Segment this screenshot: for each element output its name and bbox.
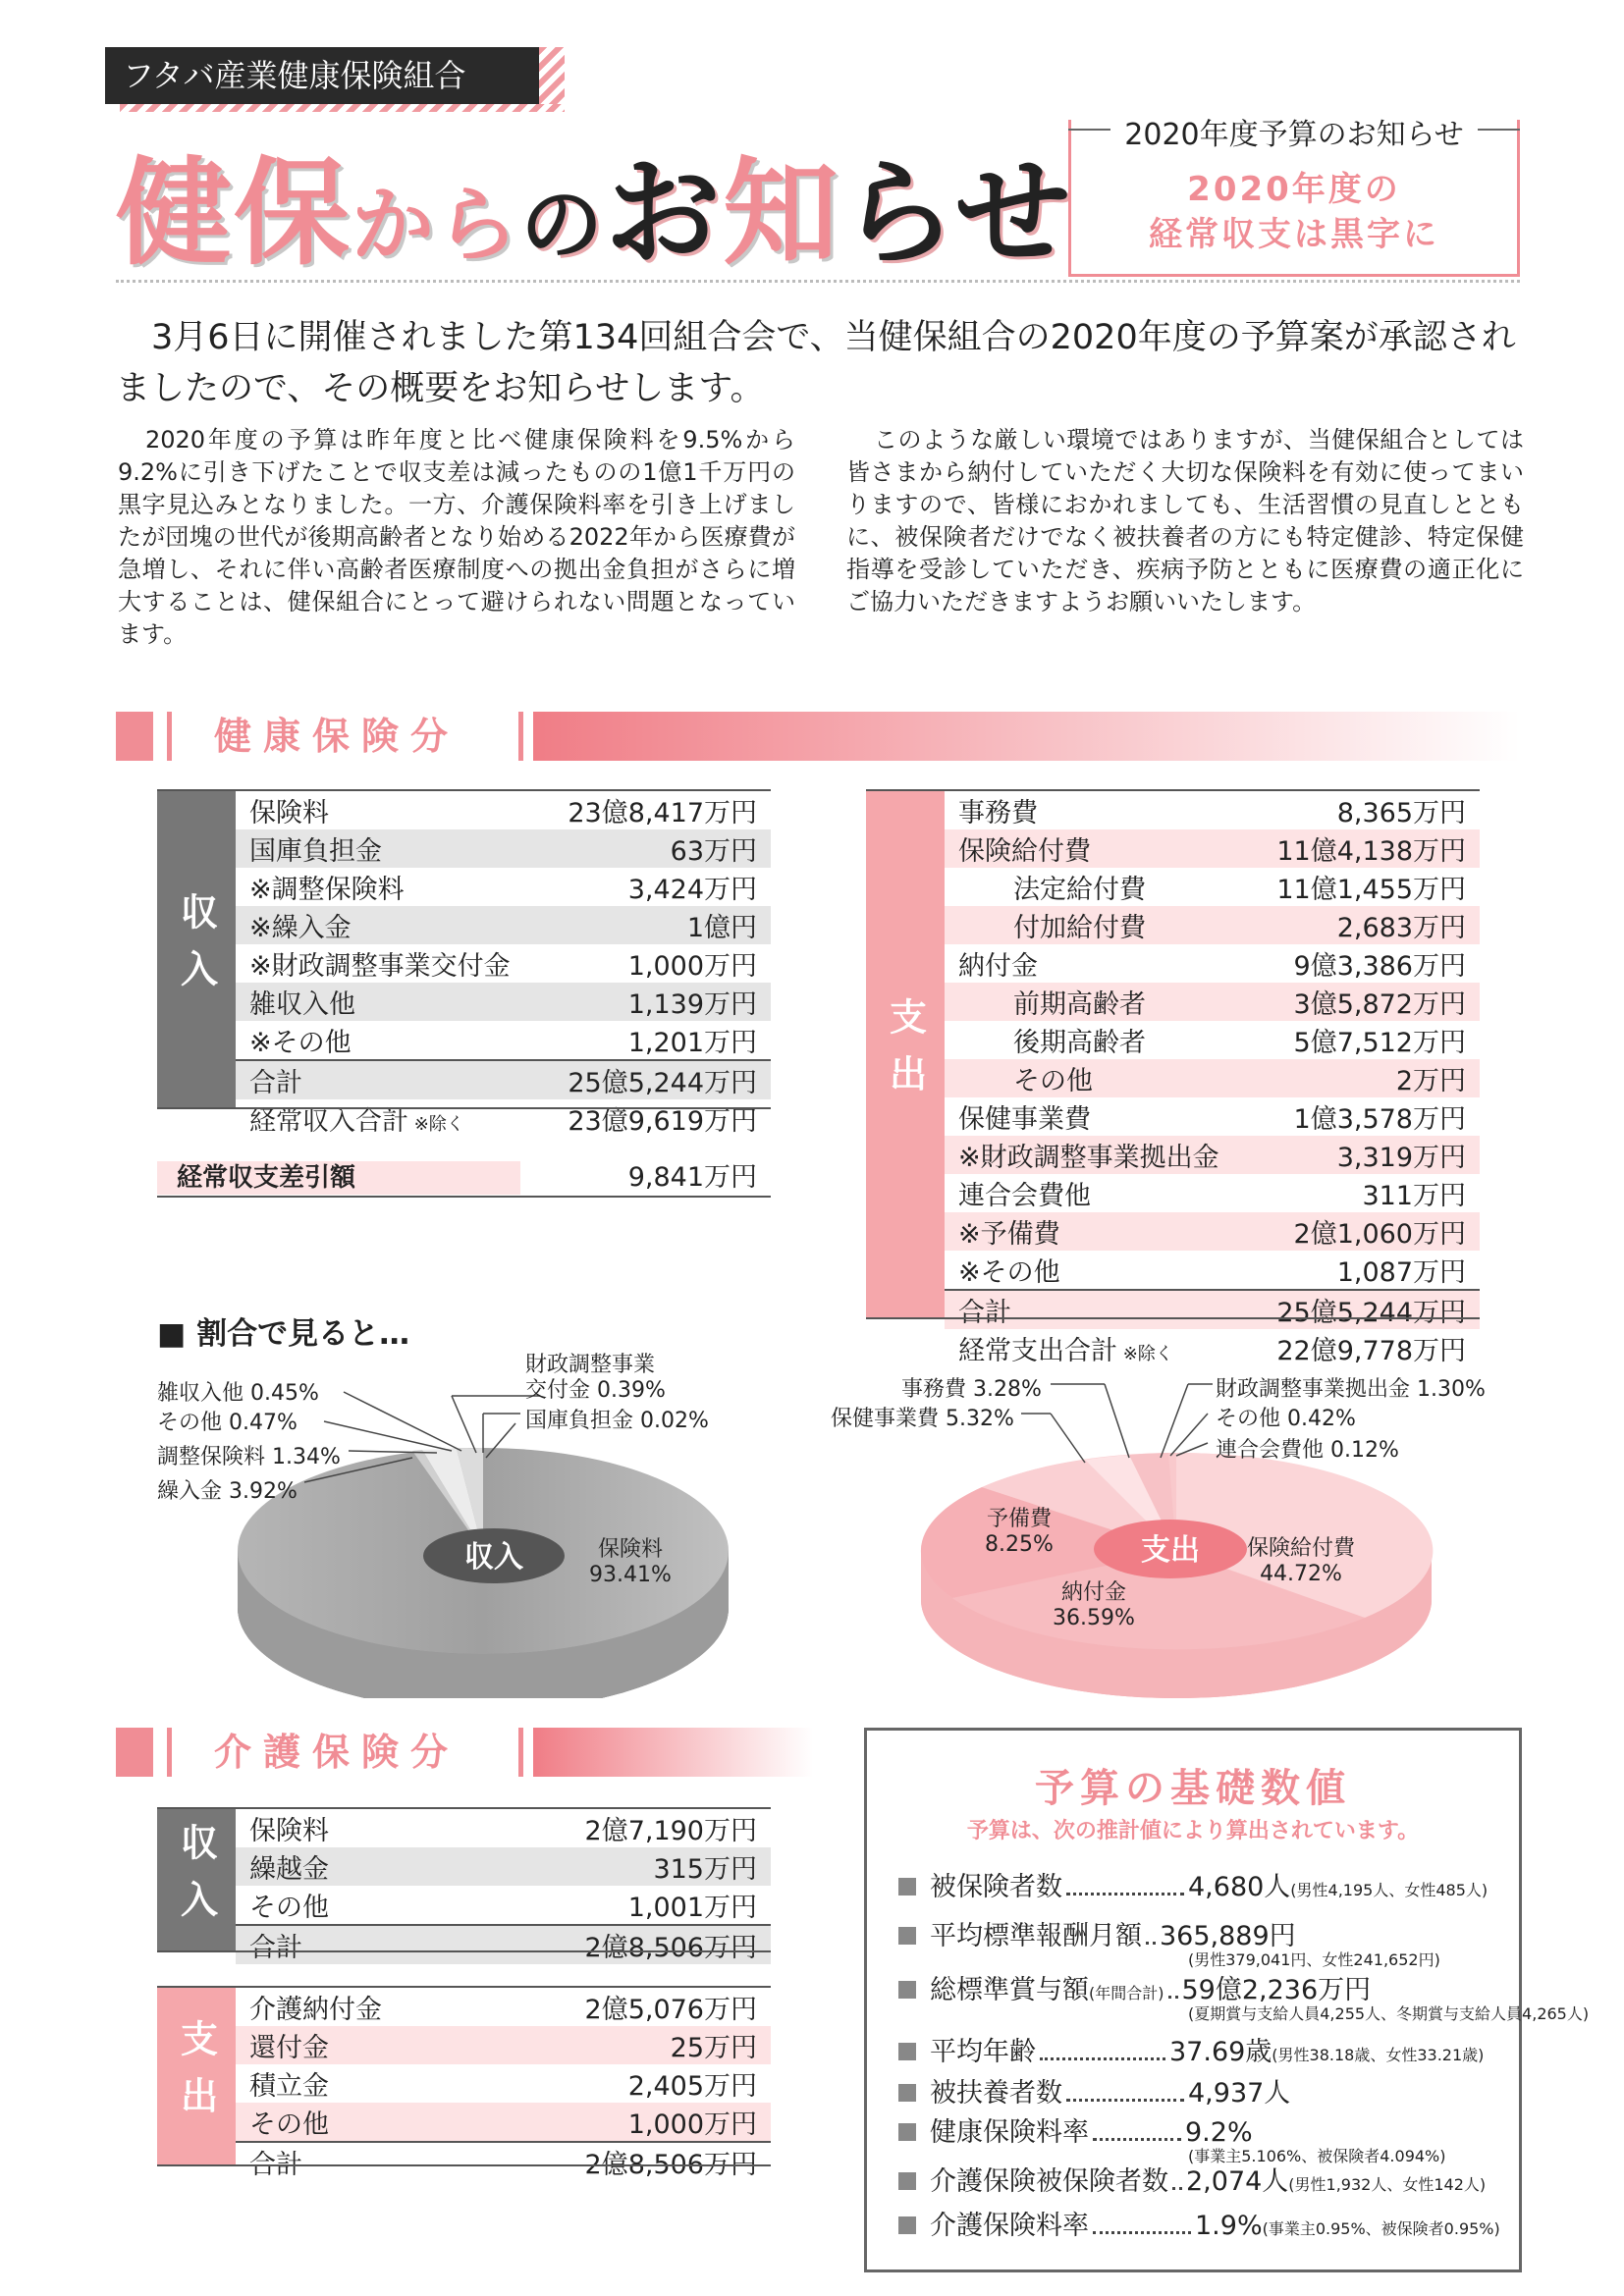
row-value: 2,405万円	[627, 2071, 757, 2102]
section-heading-kenko	[116, 712, 1520, 761]
row-label	[945, 791, 1250, 829]
table-row	[236, 906, 771, 944]
body-paragraph-2: このような厳しい環境ではありますが、当健保組合としては皆さまから納付していただく大切な保険料を有効に使ってまいりますので、皆様におかれましても、生活習慣の見直しとともに、被保険者だけでなく被扶養者の方にも特定健診、特定保健指導を受診していただき、疾病予防とともに医療費の適正化にご協力いただきますようお願いいたします。	[846, 426, 1524, 615]
row-label-text: 保険料	[249, 1816, 329, 1846]
square-bullet-icon	[898, 1927, 916, 1945]
table-row	[236, 791, 771, 829]
square-bullet-icon	[898, 2216, 916, 2234]
diff-label: 経常収支差引額	[157, 1161, 520, 1195]
expense-nofu-name: 納付金	[1060, 1580, 1126, 1605]
income-pie-center: 収入	[464, 1540, 523, 1575]
row-label	[945, 983, 1250, 1021]
row-label	[945, 1021, 1250, 1059]
basis-value: 4,937人	[1188, 2078, 1291, 2109]
row-value: 23億8,417万円	[568, 798, 757, 828]
row-value: 1,201万円	[627, 1028, 757, 1058]
row-label-text: 介護納付金	[249, 1995, 382, 2025]
title-char: らせ	[840, 145, 1073, 281]
row-value: 2億7,190万円	[584, 1816, 757, 1846]
basis-value: 9.2%	[1185, 2117, 1253, 2148]
square-bullet-icon	[898, 2084, 916, 2102]
row-label-text: 後期高齢者	[1013, 1028, 1146, 1058]
income-main-name: 保険料	[597, 1537, 663, 1562]
expense-label-sonota: その他 0.42%	[1216, 1407, 1356, 1431]
ratio-heading: ■ 割合で見ると…	[157, 1316, 410, 1352]
notice-label	[1068, 110, 1520, 153]
income-label-zatsu: 雑収入他 0.45%	[157, 1381, 319, 1406]
table-row	[236, 1809, 771, 1847]
section-title: 健康保険分	[214, 715, 460, 758]
row-label-text: ※その他	[958, 1257, 1060, 1288]
basis-note: (男性379,041円、女性241,652円)	[1188, 1950, 1440, 1969]
row-label-text: その他	[249, 2109, 329, 2140]
table-row	[945, 1097, 1480, 1136]
dot-leader	[1066, 2099, 1184, 2102]
row-label-text: ※その他	[249, 1028, 352, 1058]
diff-value: 9,841万円	[627, 1162, 757, 1193]
row-label	[945, 944, 1250, 983]
expense-label-nofu	[1053, 1575, 1135, 1630]
row-label-text: 事務費	[958, 798, 1038, 828]
table-row	[236, 1988, 771, 2026]
row-value: 25億5,244万円	[1250, 1290, 1480, 1329]
table-row	[236, 983, 771, 1021]
title-char: から	[352, 177, 521, 273]
table-row	[945, 1329, 1480, 1367]
basis-value: 2,074人	[1186, 2166, 1289, 2197]
row-label	[945, 1329, 1250, 1367]
row-label	[945, 1290, 1250, 1329]
basis-subtitle: 予算は、次の推計値により算出されています。	[966, 1819, 1420, 1843]
basis-value: 1.9%	[1195, 2211, 1263, 2241]
row-label	[945, 1174, 1250, 1212]
basis-value: 59億2,236万円	[1181, 1975, 1372, 2005]
page-title	[116, 120, 1073, 287]
row-label	[945, 829, 1250, 868]
title-char: 健	[116, 145, 235, 281]
row-value: 1,087万円	[1336, 1257, 1466, 1288]
row-value: 2万円	[1250, 1059, 1480, 1097]
row-value: 2億8,506万円	[422, 1925, 771, 1964]
row-label-text: 経常支出合計	[958, 1336, 1117, 1366]
table-row	[236, 868, 771, 906]
row-value: 2億1,060万円	[1250, 1212, 1480, 1251]
title-char: 保	[234, 145, 352, 281]
square-bullet-icon	[898, 2172, 916, 2190]
income-label-main	[589, 1532, 672, 1587]
row-label	[945, 868, 1250, 906]
row-label	[236, 2064, 473, 2103]
basis-label: 被保険者数	[930, 1872, 1062, 1902]
row-value: 5億7,512万円	[1293, 1028, 1466, 1058]
basis-title: 予算の基礎数値	[1035, 1766, 1351, 1811]
stripe-decoration-2	[120, 104, 565, 112]
income-label-sonota: その他 0.47%	[157, 1411, 298, 1435]
row-label-text: 合計	[249, 1933, 302, 1963]
row-value: 2,683万円	[1250, 906, 1480, 944]
row-label	[236, 1988, 473, 2026]
row-label-text: 積立金	[249, 2071, 329, 2102]
basis-value: 4,680人	[1188, 1872, 1291, 1902]
table-row	[945, 906, 1480, 944]
row-value: 1,139万円	[541, 983, 771, 1021]
row-value: 2億5,076万円	[584, 1995, 757, 2025]
kaigo-income-table	[236, 1809, 771, 1964]
row-label	[945, 1097, 1250, 1136]
expense-hoken-pct: 44.72%	[1260, 1562, 1342, 1586]
dot-leader	[1066, 1893, 1184, 1896]
expense-hoken-name: 保険給付費	[1247, 1536, 1356, 1561]
body-paragraph-1: 2020年度の予算は昨年度と比べ健康保険料を9.5%から9.2%に引き下げたことで収支差は減ったものの1億1千万円の黒字見込みとなりました。一方、介護保険料率を引き上げましたが団塊の世代が後期高齢者となり始める2022年から医療費が急増し、それに伴い高齢者医療制度への拠出金負担がさらに増大することは、健保組合にとって避けられない問題となっています。	[118, 426, 795, 648]
basis-note: (事業主5.106%、被保険者4.094%)	[1188, 2147, 1446, 2165]
row-label	[236, 1847, 422, 1886]
notice-label-text: 2020年度予算のお知らせ	[1110, 118, 1477, 152]
basis-note: (男性1,932人、女性142人)	[1288, 2175, 1487, 2194]
basis-row	[898, 2030, 1484, 2068]
row-label	[236, 2103, 473, 2142]
title-char: 知	[723, 145, 841, 281]
row-label-text: ※財政調整事業交付金	[249, 951, 511, 982]
stripe-decoration	[539, 47, 565, 104]
table-row	[945, 983, 1480, 1021]
row-value: 11億4,138万円	[1250, 829, 1480, 868]
row-label-text: 保険料	[249, 798, 329, 828]
row-label-text: 保健事業費	[958, 1104, 1091, 1135]
basis-row	[898, 2071, 1290, 2109]
row-label	[945, 1251, 1250, 1290]
expense-label-rengo: 連合会費他 0.12%	[1216, 1438, 1399, 1463]
table-row	[945, 1021, 1480, 1059]
basis-label: 被扶養者数	[930, 2078, 1062, 2109]
row-label	[236, 868, 541, 906]
row-label-text: 還付金	[249, 2033, 329, 2063]
notice-headline-line1: 2020年度の	[1187, 170, 1401, 209]
basis-label: 健康保険料率	[930, 2117, 1089, 2148]
row-label	[236, 1925, 422, 1964]
row-label-text: 納付金	[958, 951, 1038, 982]
notice-headline-line2: 経常収支は黒字に	[1149, 215, 1439, 254]
dot-leader	[1093, 2138, 1181, 2141]
row-label	[236, 944, 541, 983]
row-value: 23億9,619万円	[568, 1106, 757, 1137]
title-char: お	[605, 145, 724, 281]
row-label	[236, 906, 541, 944]
row-label-text: その他	[249, 1893, 329, 1923]
row-value: 1,000万円	[473, 2103, 771, 2142]
basis-label: 介護保険料率	[930, 2211, 1089, 2241]
table-row	[236, 829, 771, 868]
row-label-text: 法定給付費	[1013, 875, 1146, 905]
dot-leader	[1172, 2187, 1182, 2190]
row-value: 25億5,244万円	[541, 1060, 771, 1099]
table-row	[236, 2064, 771, 2103]
table-row	[236, 2026, 771, 2064]
table-row	[945, 868, 1480, 906]
table-row	[945, 1059, 1480, 1097]
basis-row	[898, 1865, 1488, 1903]
basis-label: 平均年齢	[930, 2037, 1036, 2067]
income-label-chosei: 調整保険料 1.34%	[157, 1445, 341, 1469]
table-row	[236, 2142, 771, 2181]
row-label	[236, 1099, 541, 1138]
expense-label-yobi	[985, 1502, 1054, 1557]
expense-category-label: 支出	[866, 791, 945, 1317]
row-label-text: 保険給付費	[958, 836, 1091, 867]
expense-label-zaisei: 財政調整事業拠出金 1.30%	[1216, 1377, 1486, 1402]
row-label-text: その他	[1013, 1066, 1093, 1096]
row-label-text: 合計	[249, 1068, 302, 1098]
row-label	[945, 1136, 1250, 1174]
table-row	[945, 1212, 1480, 1251]
dot-leader	[1146, 1942, 1156, 1945]
dot-leader	[1093, 2231, 1191, 2234]
row-value: 1,000万円	[627, 951, 757, 982]
row-label-text: ※繰入金	[249, 913, 352, 943]
row-value: 3,424万円	[627, 875, 757, 905]
row-label-text: ※財政調整事業拠出金	[958, 1143, 1219, 1173]
notice-headline	[1068, 167, 1520, 257]
table-row	[236, 1099, 771, 1138]
basis-label: 平均標準報酬月額	[930, 1921, 1142, 1951]
table-row	[945, 1290, 1480, 1329]
organization-tag: フタバ産業健康保険組合	[105, 47, 539, 104]
row-value: 311万円	[1362, 1181, 1466, 1211]
table-row	[236, 1886, 771, 1925]
row-label-text: 付加給付費	[1013, 913, 1146, 943]
row-value: 1億3,578万円	[1293, 1104, 1466, 1135]
basis-row	[898, 2160, 1486, 2198]
dot-leader	[1168, 1996, 1178, 1999]
row-label	[236, 791, 541, 829]
row-label	[236, 1886, 422, 1925]
table-row	[236, 944, 771, 983]
square-bullet-icon	[898, 2043, 916, 2060]
expense-yobi-pct: 8.25%	[985, 1532, 1054, 1557]
row-label	[945, 906, 1250, 944]
row-label	[236, 2026, 473, 2064]
row-label-text: 連合会費他	[958, 1181, 1091, 1211]
income-category-label: 収入	[157, 791, 236, 1107]
table-row	[945, 1136, 1480, 1174]
basis-label: 総標準賞与額	[930, 1975, 1089, 2005]
expense-nofu-pct: 36.59%	[1053, 1606, 1135, 1630]
row-label	[236, 983, 541, 1021]
row-label	[236, 2142, 473, 2181]
table-row	[945, 791, 1480, 829]
square-bullet-icon	[898, 1878, 916, 1896]
income-label-kokko: 国庫負担金 0.02%	[525, 1409, 709, 1433]
basis-note: (男性38.18歳、女性33.21歳)	[1272, 2046, 1485, 2064]
table-row	[236, 2103, 771, 2142]
kenko-expense-table	[945, 791, 1480, 1367]
table-row	[236, 1021, 771, 1060]
expense-label-jimu: 事務費 3.28%	[901, 1377, 1042, 1402]
row-value: 25万円	[473, 2026, 771, 2064]
row-label-text: 繰越金	[249, 1854, 329, 1885]
row-value: 63万円	[541, 829, 771, 868]
row-label	[236, 1809, 422, 1847]
expense-yobi-name: 予備費	[986, 1507, 1052, 1531]
income-label-zaisei1: 財政調整事業	[525, 1353, 656, 1377]
dot-leader	[1040, 2057, 1165, 2060]
income-label-kuriire: 繰入金 3.92%	[157, 1479, 298, 1504]
row-value: 2億8,506万円	[473, 2142, 771, 2181]
row-label	[945, 1212, 1250, 1251]
lead-paragraph: 3月6日に開催されました第134回組合会で、当健保組合の2020年度の予算案が承認されましたので、その概要をお知らせします。	[116, 318, 1516, 408]
title-char: の	[520, 177, 606, 273]
kaigo-expense-category: 支出	[157, 1988, 236, 2164]
row-value: 1億円	[541, 906, 771, 944]
row-value: 22億9,778万円	[1276, 1336, 1466, 1366]
expense-label-hoken	[1247, 1531, 1355, 1586]
row-label-text: ※予備費	[958, 1219, 1060, 1250]
income-label-zaisei2: 交付金 0.39%	[525, 1378, 666, 1403]
row-label	[236, 1021, 541, 1060]
table-row	[236, 1060, 771, 1099]
table-row	[945, 944, 1480, 983]
row-label-text: 雑収入他	[249, 989, 355, 1020]
row-label-text: 国庫負担金	[249, 836, 382, 867]
row-label	[945, 1059, 1250, 1097]
basis-row	[898, 2204, 1500, 2242]
kaigo-expense-table	[236, 1988, 771, 2181]
square-bullet-icon	[898, 2123, 916, 2141]
expense-label-hokenjigyo: 保健事業費 5.32%	[831, 1407, 1014, 1431]
basis-label: 介護保険被保険者数	[930, 2166, 1168, 2197]
kenko-income-table	[236, 791, 771, 1138]
row-label	[236, 829, 541, 868]
section-title: 介護保険分	[214, 1731, 460, 1774]
kaigo-income-category: 収入	[157, 1809, 236, 1950]
divider	[116, 280, 1520, 283]
basis-value: 37.69歳	[1169, 2037, 1272, 2067]
basis-label-note: (年間合計)	[1089, 1984, 1164, 2002]
row-value: 8,365万円	[1336, 798, 1466, 828]
table-row	[236, 1847, 771, 1886]
basis-note: (男性4,195人、女性485人)	[1290, 1881, 1489, 1899]
row-value: 9億3,386万円	[1293, 951, 1466, 982]
row-label-text: 合計	[249, 2150, 302, 2180]
row-note: ※除く	[408, 1114, 464, 1135]
section-heading-kaigo	[116, 1728, 813, 1777]
row-value: 3,319万円	[1250, 1136, 1480, 1174]
row-value: 1,001万円	[627, 1893, 757, 1923]
row-value: 11億1,455万円	[1276, 875, 1466, 905]
row-value: 3億5,872万円	[1250, 983, 1480, 1021]
row-label-text: 経常収入合計	[249, 1106, 408, 1137]
table-row	[945, 1174, 1480, 1212]
row-label-text: 前期高齢者	[1013, 989, 1146, 1020]
expense-pie-center: 支出	[1141, 1533, 1200, 1568]
basis-value: 365,889円	[1160, 1921, 1296, 1951]
square-bullet-icon	[898, 1981, 916, 1999]
row-note: ※除く	[1117, 1344, 1173, 1364]
income-main-pct: 93.41%	[589, 1563, 672, 1587]
row-label	[236, 1060, 541, 1099]
row-label-text: 合計	[958, 1298, 1011, 1328]
table-row	[236, 1925, 771, 1964]
basis-note: (夏期賞与支給人員4,255人、冬期賞与支給人員4,265人)	[1188, 2004, 1590, 2023]
table-row	[945, 829, 1480, 868]
basis-note: (事業主0.95%、被保険者0.95%)	[1262, 2219, 1500, 2238]
row-value: 315万円	[422, 1847, 771, 1886]
row-label-text: ※調整保険料	[249, 875, 405, 905]
table-row	[945, 1251, 1480, 1290]
